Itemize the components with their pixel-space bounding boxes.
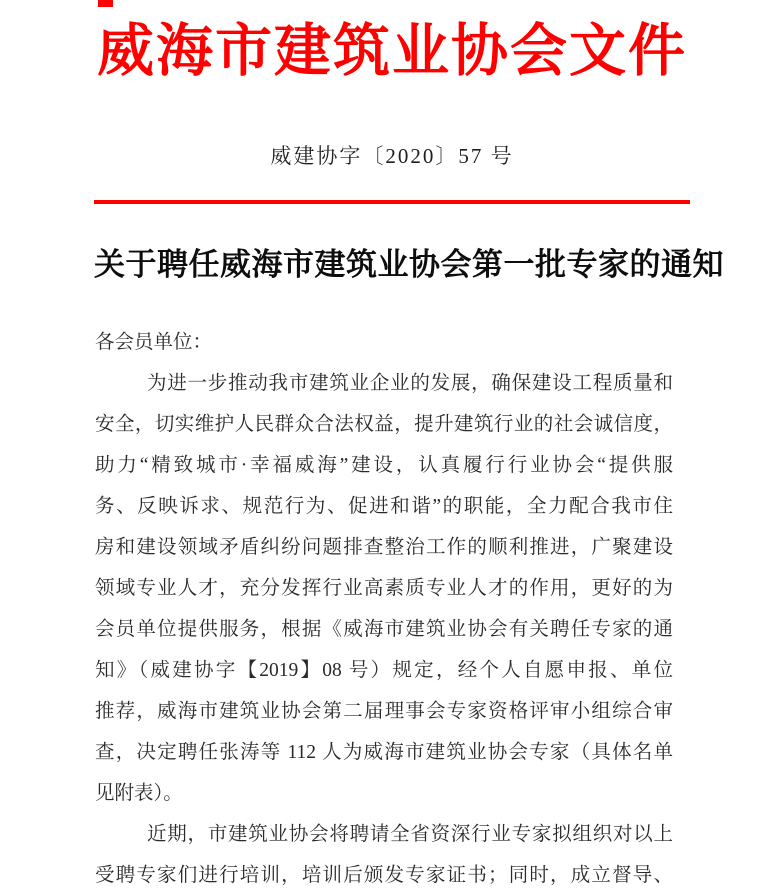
body-line-4: 务、反映诉求、规范行为、促进和谐”的职能，全力配合我市住 — [95, 496, 673, 517]
salutation: 各会员单位： — [95, 332, 213, 353]
letterhead-divider — [94, 200, 690, 204]
body-line-11: 见附表）。 — [95, 783, 183, 804]
scan-artifact — [98, 0, 113, 7]
body-line-12: 近期，市建筑业协会将聘请全省资深行业专家拟组织对以上 — [147, 824, 673, 845]
body-line-6: 领域专业人才，充分发挥行业高素质专业人才的作用，更好的为 — [95, 578, 673, 599]
notice-body — [95, 322, 673, 895]
body-line-7: 会员单位提供服务，根据《威海市建筑业协会有关聘任专家的通 — [95, 619, 673, 640]
body-line-2: 安全，切实维护人民群众合法权益，提升建筑行业的社会诚信度， — [95, 414, 673, 435]
body-line-8: 知》（威建协字【2019】08 号）规定，经个人自愿申报、单位 — [95, 660, 673, 681]
letterhead — [94, 16, 690, 204]
body-line-1: 为进一步推动我市建筑业企业的发展，确保建设工程质量和 — [147, 373, 673, 394]
body-line-10: 查，决定聘任张涛等 112 人为威海市建筑业协会专家（具体名单 — [95, 742, 673, 763]
body-line-5: 房和建设领域矛盾纠纷问题排查整治工作的顺利推进，广聚建设 — [95, 537, 673, 558]
body-line-3: 助力“精致城市·幸福威海”建设，认真履行行业协会“提供服 — [95, 455, 673, 476]
doc-number: 威建协字〔2020〕57 号 — [270, 144, 514, 168]
body-line-13: 受聘专家们进行培训，培训后颁发专家证书；同时，成立督导、 — [95, 865, 673, 886]
letterhead-title: 威海市建筑业协会文件 — [97, 20, 687, 83]
body-line-9: 推荐，威海市建筑业协会第二届理事会专家资格评审小组综合审 — [95, 701, 673, 722]
notice-title: 关于聘任威海市建筑业协会第一批专家的通知 — [94, 247, 724, 282]
